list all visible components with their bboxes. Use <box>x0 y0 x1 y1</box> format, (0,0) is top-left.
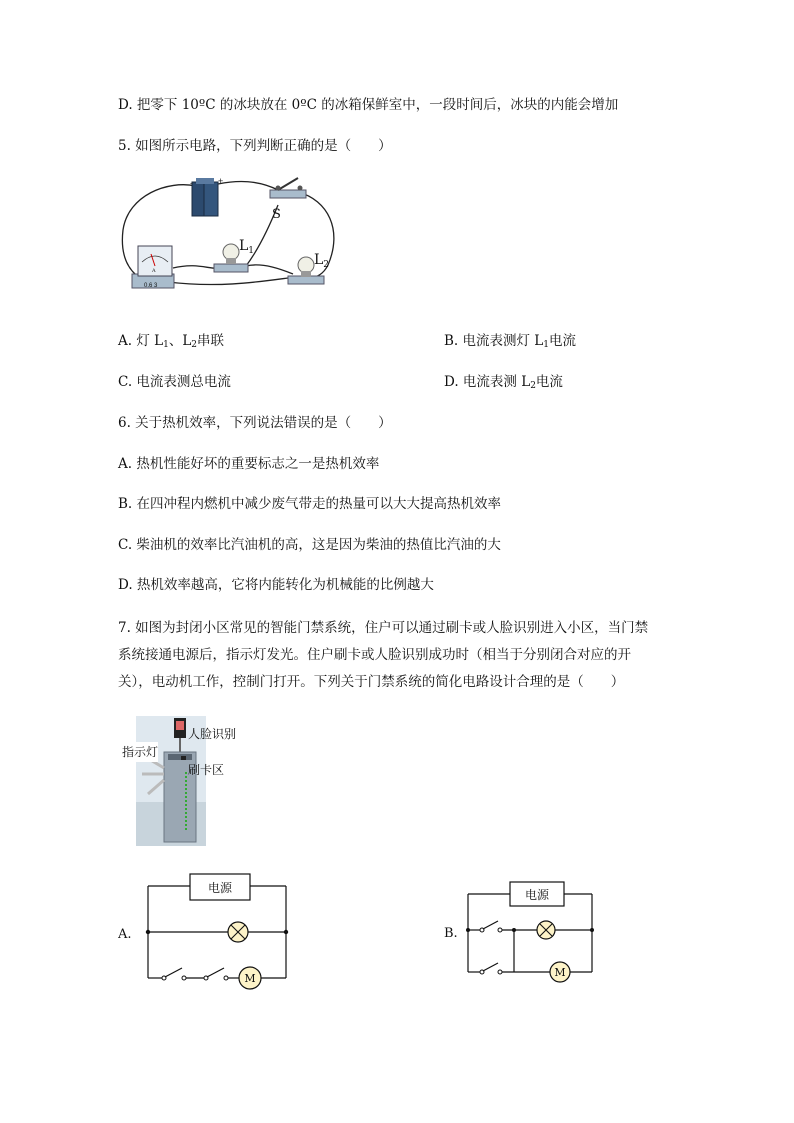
q7-stem-line3: 关），电动机工作，控制门打开。下列关于门禁系统的简化电路设计合理的是（ ） <box>118 674 625 690</box>
q7-circuit-b <box>444 880 604 985</box>
q6-option-d: D. 热机效率越高，它将内能转化为机械能的比例越大 <box>118 577 434 593</box>
switch-label: S <box>272 207 281 222</box>
circuit-b-motor-icon <box>550 962 570 982</box>
q7-circuit-a <box>118 872 308 992</box>
circuit-a-motor-icon <box>239 967 261 989</box>
q5-option-d: D. 电流表测 $L_2$电流 <box>444 374 563 391</box>
circuit-a-motor: M <box>244 972 256 985</box>
circuit-b-label: B. <box>444 926 458 941</box>
q5-option-a: A. 灯 $L_1$、$L_2$串联 <box>118 333 225 350</box>
q5-option-b: B. 电流表测灯 $L_1$电流 <box>444 333 576 350</box>
photo-label-indicator: 指示灯 <box>122 742 158 762</box>
q4-option-d: D. 把零下 10ºC 的冰块放在 0ºC 的冰箱保鲜室中，一段时间后，冰块的内能会增加 <box>118 97 619 113</box>
q5-stem: 5. 如图所示电路，下列判断正确的是（ ） <box>118 138 392 154</box>
svg-text:+: + <box>218 176 224 186</box>
photo-label-face: 人脸识别 <box>188 727 237 741</box>
q5-option-c: C. 电流表测总电流 <box>118 374 231 390</box>
q6-option-c: C. 柴油机的效率比汽油机的高，这是因为柴油的热值比汽油的大 <box>118 537 501 553</box>
circuit-a-label: A. <box>118 927 132 942</box>
circuit-b-motor: M <box>554 966 566 979</box>
q6-option-b: B. 在四冲程内燃机中减少废气带走的热量可以大大提高热机效率 <box>118 496 502 512</box>
q6-option-a: A. 热机性能好坏的重要标志之一是热机效率 <box>118 456 380 472</box>
circuit-b-power: 电源 <box>524 888 550 902</box>
ammeter-terminals: 0.6 3 <box>144 283 158 289</box>
ammeter-icon <box>132 246 174 288</box>
svg-text:-: - <box>190 178 193 188</box>
circuit-a-lamp-icon <box>228 922 248 942</box>
battery-icon <box>190 176 223 216</box>
photo-label-card: 刷卡区 <box>188 763 225 777</box>
q7-stem-line2: 系统接通电源后，指示灯发光。住户刷卡或人脸识别成功时（相当于分别闭合对应的开 <box>118 647 631 663</box>
q5-circuit-figure <box>118 170 348 295</box>
q7-stem-line1: 7. 如图为封闭小区常见的智能门禁系统，住户可以通过刷卡或人脸识别进入小区，当门禁 <box>118 620 649 636</box>
l2-label: $L_2$ <box>314 252 330 270</box>
switch-icon <box>270 178 306 198</box>
circuit-b-lamp-icon <box>537 921 555 939</box>
q6-stem: 6. 关于热机效率，下列说法错误的是（ ） <box>118 415 392 431</box>
l1-label: $L_1$ <box>239 238 255 256</box>
svg-text:A: A <box>152 268 156 274</box>
circuit-a-power: 电源 <box>207 881 233 895</box>
q7-gate-photo <box>118 712 248 846</box>
